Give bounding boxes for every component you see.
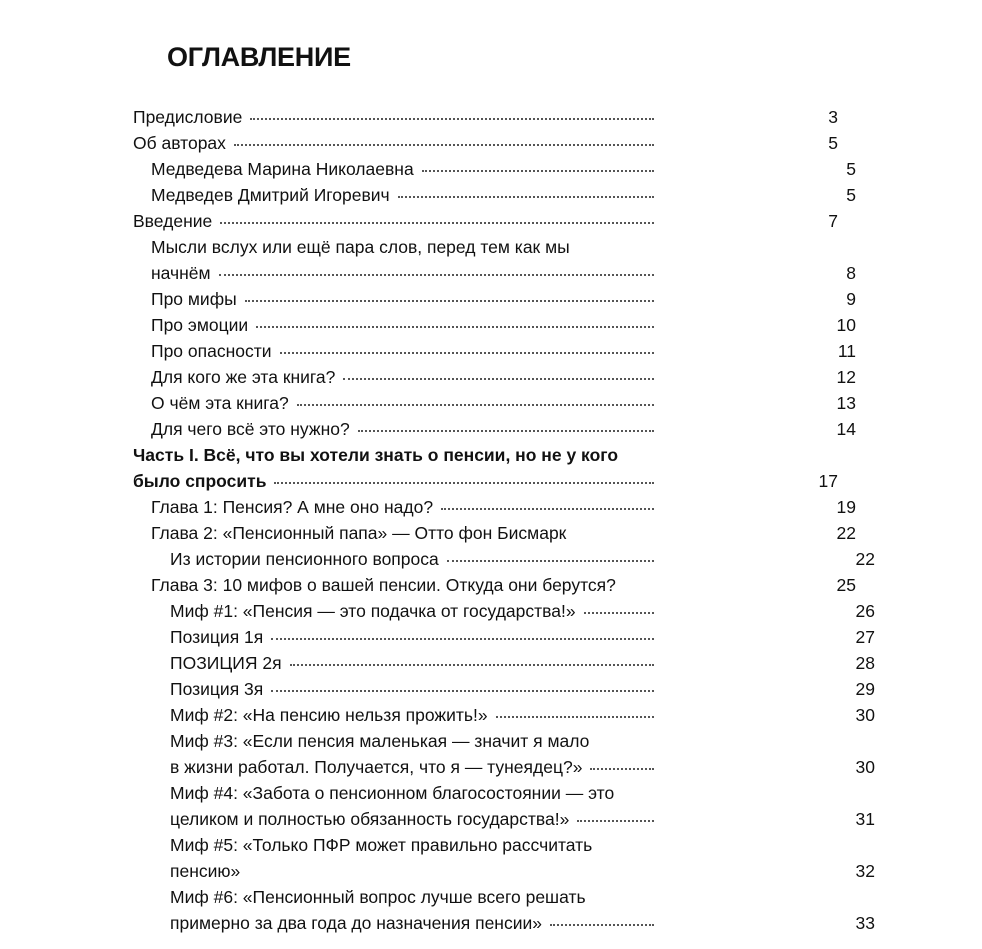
toc-entry-title: было спросить [133,471,267,491]
dot-leader [441,508,654,510]
toc-page-number: 5 [846,159,856,179]
toc-entry-title: Глава 1: Пенсия? А мне оно надо? [151,497,434,517]
dot-leader [297,404,654,406]
toc-entry-title: Глава 2: «Пенсионный папа» — Отто фон Бисмарк [151,523,567,543]
toc-entry-title: Об авторах [133,133,226,153]
toc-page-number: 29 [855,679,875,699]
dot-leader [256,326,654,328]
toc-entry[interactable] [0,702,982,728]
toc-entry-title: Предисловие [133,107,243,127]
dot-leader [447,560,654,562]
toc-page-number: 5 [828,133,838,153]
toc-entry[interactable] [0,624,982,650]
toc-entry-title: Про эмоции [151,315,249,335]
toc-page-number: 25 [836,575,856,595]
toc-entry-title: в жизни работал. Получается, что я — тунеядец?» [170,757,583,777]
toc-entry[interactable] [0,780,982,832]
toc-entry-title: начнём [151,263,211,283]
toc-page-number: 22 [836,523,856,543]
toc-entry-title-line: Миф #4: «Забота о пенсионном благосостоянии — это [170,783,615,803]
toc-page-number: 13 [836,393,856,413]
toc-entry[interactable] [0,650,982,676]
dot-leader [271,638,654,640]
toc-entry[interactable] [0,364,963,390]
dot-leader [219,274,654,276]
dot-leader [234,144,654,146]
dot-leader [496,716,654,718]
toc-entry[interactable] [0,884,982,936]
toc-entry[interactable] [0,104,945,130]
dot-leader [358,430,654,432]
dot-leader [584,612,654,614]
toc-page-number: 11 [837,341,856,361]
toc-entry-title: Для чего всё это нужно? [151,419,350,439]
dot-leader [245,300,654,302]
page-title: ОГЛАВЛЕНИЕ [167,42,351,72]
toc-page-number: 33 [855,913,875,933]
toc-entry-title: ПОЗИЦИЯ 2я [170,653,282,673]
toc-entry-title: О чём эта книга? [151,393,289,413]
toc-entry[interactable] [0,338,963,364]
dot-leader [577,820,654,822]
toc-entry-title: Медведева Марина Николаевна [151,159,414,179]
toc-entry-title: Из истории пенсионного вопроса [170,549,439,569]
toc-entry-title-line: Миф #3: «Если пенсия маленькая — значит я мало [170,731,590,751]
toc-entry[interactable] [0,208,945,234]
toc-entry[interactable] [0,156,963,182]
table-of-contents [0,104,875,936]
dot-leader [220,222,654,224]
toc-entry-title: Миф #1: «Пенсия — это подачка от государства!» [170,601,576,621]
toc-page-number: 12 [836,367,856,387]
toc-page-number: 22 [855,549,875,569]
toc-page-number: 30 [855,757,875,777]
toc-page-number: 19 [836,497,856,517]
toc-page-number: 9 [846,289,856,309]
toc-entry-title: Позиция 1я [170,627,264,647]
toc-entry[interactable] [0,832,982,884]
toc-page-number: 8 [846,263,856,283]
toc-entry[interactable] [0,390,963,416]
toc-entry-title: целиком и полностью обязанность государства!» [170,809,570,829]
toc-entry-title: Про мифы [151,289,237,309]
toc-entry[interactable] [0,416,963,442]
toc-page-number: 31 [855,809,875,829]
toc-entry[interactable] [0,130,945,156]
toc-entry-title-line: Миф #5: «Только ПФР может правильно рассчитать [170,835,593,855]
toc-entry[interactable] [0,286,963,312]
toc-entry[interactable] [0,494,963,520]
dot-leader [574,534,654,536]
toc-entry[interactable] [0,728,982,780]
dot-leader [250,118,654,120]
dot-leader [550,924,654,926]
toc-entry-title: Введение [133,211,213,231]
toc-page-number: 7 [828,211,838,231]
toc-entry[interactable] [0,572,963,598]
toc-page-number: 17 [818,471,838,491]
toc-page-number: 14 [836,419,856,439]
toc-entry[interactable] [0,312,963,338]
dot-leader [274,482,654,484]
toc-entry-title-line: Часть I. Всё, что вы хотели знать о пенсии, но не у кого [133,445,619,465]
toc-page-number: 5 [846,185,856,205]
dot-leader [624,586,654,588]
toc-entry-title: примерно за два года до назначения пенсии» [170,913,542,933]
toc-entry-title: Глава 3: 10 мифов о вашей пенсии. Откуда они берутся? [151,575,616,595]
toc-entry-title: Позиция 3я [170,679,264,699]
toc-entry[interactable] [0,234,963,286]
toc-entry-title: Миф #2: «На пенсию нельзя прожить!» [170,705,488,725]
dot-leader [280,352,654,354]
toc-page-number: 28 [855,653,875,673]
dot-leader [590,768,654,770]
toc-entry[interactable] [0,676,982,702]
toc-entry[interactable] [0,442,945,494]
toc-entry-title: Медведев Дмитрий Игоревич [151,185,390,205]
toc-entry[interactable] [0,598,982,624]
toc-page-number: 26 [855,601,875,621]
dot-leader [290,664,654,666]
toc-entry-title: Для кого же эта книга? [151,367,336,387]
toc-entry[interactable] [0,546,982,572]
toc-entry-title: Про опасности [151,341,272,361]
dot-leader [398,196,654,198]
toc-page-number: 27 [855,627,875,647]
dot-leader [422,170,654,172]
toc-page-number: 30 [855,705,875,725]
toc-entry-title-line: Мысли вслух или ещё пара слов, перед тем как мы [151,237,570,257]
dot-leader [343,378,654,380]
toc-entry[interactable] [0,520,963,546]
toc-page-number: 32 [855,861,875,881]
dot-leader [248,872,654,874]
dot-leader [271,690,654,692]
toc-entry-title: пенсию» [170,861,241,881]
toc-page-number: 10 [836,315,856,335]
toc-entry-title-line: Миф #6: «Пенсионный вопрос лучше всего решать [170,887,586,907]
toc-page-number: 3 [828,107,838,127]
toc-entry[interactable] [0,182,963,208]
